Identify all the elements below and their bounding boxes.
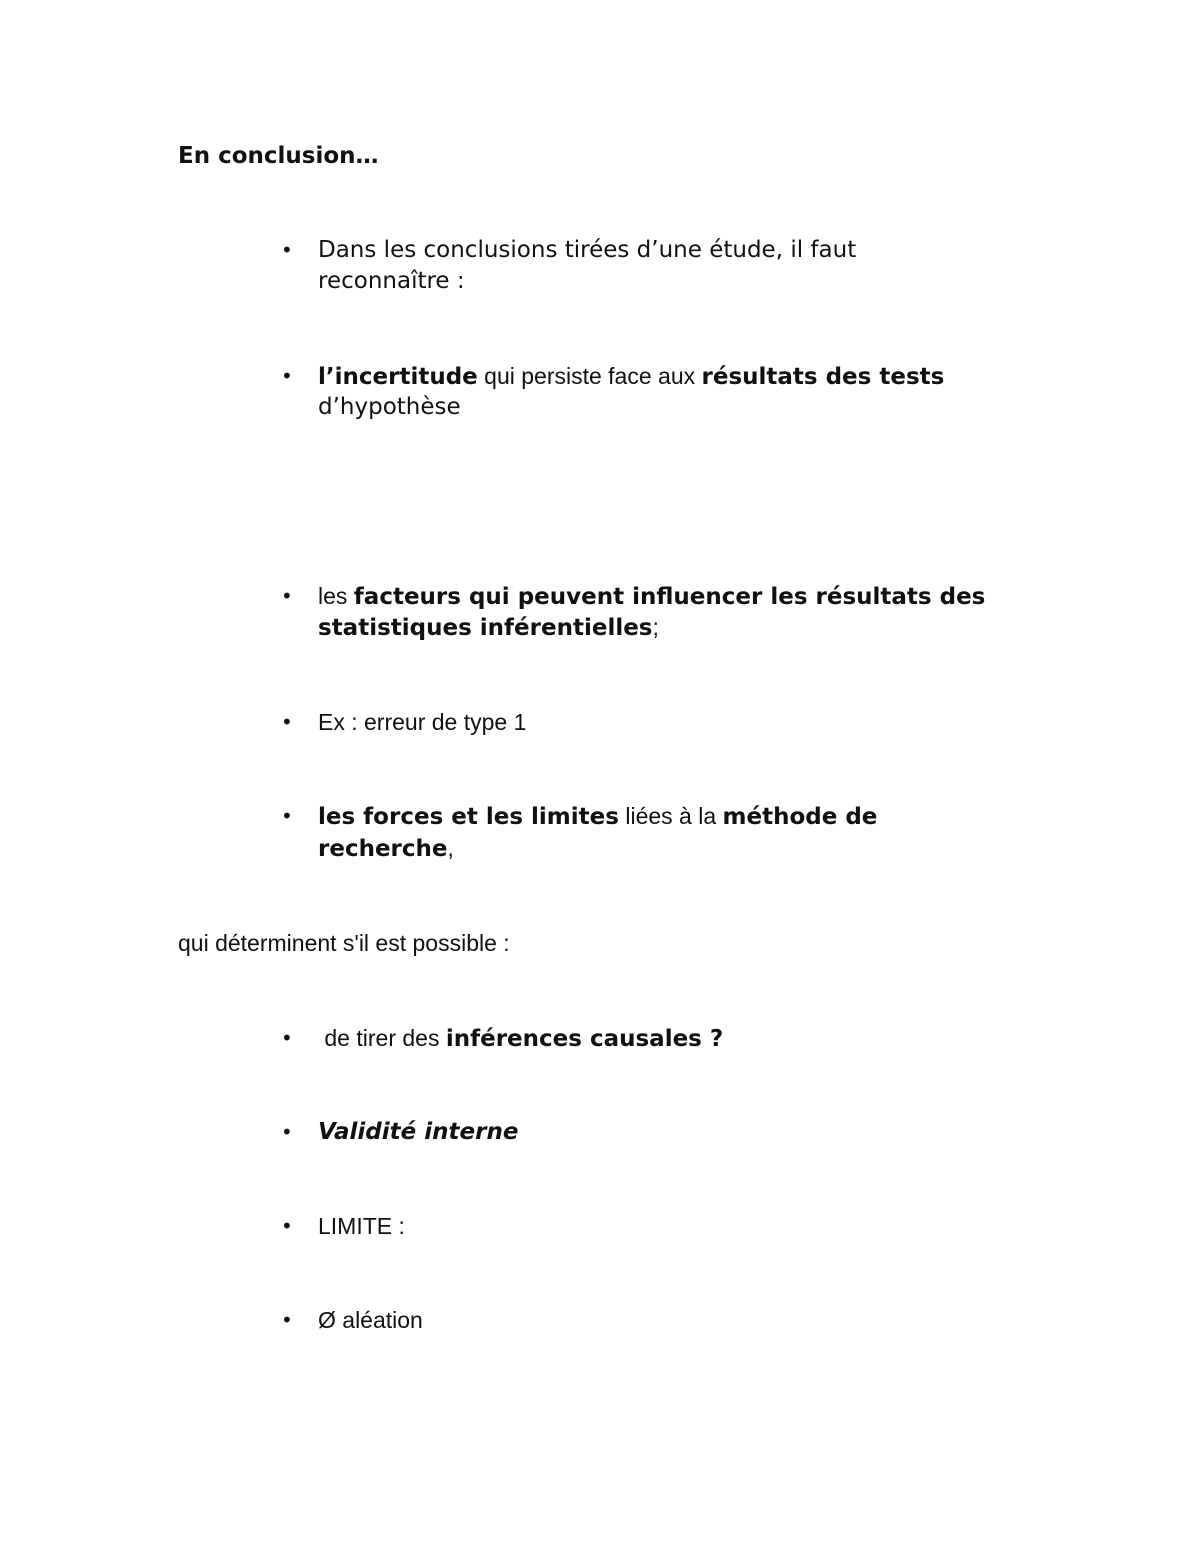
- bold-text: méthode de: [722, 804, 878, 830]
- plain-text: ;: [652, 614, 659, 640]
- bullet-icon: •: [281, 364, 293, 388]
- plain-text: liées à la: [618, 803, 723, 829]
- bullet-icon: •: [281, 1308, 293, 1332]
- item-text-line: [318, 361, 944, 393]
- plain-text: ,: [447, 835, 454, 861]
- item-text-line: [318, 1023, 723, 1055]
- transition-paragraph: qui déterminent s'il est possible :: [178, 930, 510, 956]
- bold-text: résultats des tests: [701, 364, 945, 390]
- bullet-icon: •: [281, 710, 293, 734]
- bullet-icon: •: [281, 584, 293, 608]
- bullet-icon: •: [281, 1214, 293, 1238]
- bullet-icon: •: [281, 238, 293, 262]
- plain-text: les: [318, 583, 354, 609]
- item-text-line: [318, 801, 877, 833]
- bullet-icon: •: [281, 1026, 293, 1050]
- section-heading: En conclusion…: [178, 143, 379, 169]
- item-text-line: LIMITE :: [318, 1213, 405, 1239]
- item-text-line: Ex : erreur de type 1: [318, 709, 527, 735]
- plain-text: qui persiste face aux: [477, 363, 702, 389]
- item-text-line: [318, 612, 659, 644]
- bold-text: facteurs qui peuvent influencer les résultats des: [353, 584, 986, 610]
- bullet-icon: •: [281, 1120, 293, 1144]
- item-text-line: Ø aléation: [318, 1307, 423, 1333]
- bold-text: l’incertitude: [318, 364, 478, 390]
- bold-text: les forces et les limites: [318, 804, 619, 830]
- item-text-line: d’hypothèse: [318, 394, 461, 420]
- item-text-line: reconnaître :: [318, 268, 465, 294]
- plain-text: de tirer des: [318, 1025, 446, 1051]
- bullet-icon: •: [281, 804, 293, 828]
- bold-text: statistiques inférentielles: [318, 615, 653, 641]
- bold-text: inférences causales ?: [445, 1026, 724, 1052]
- item-text-line: [318, 833, 454, 865]
- bold-text: recherche: [318, 836, 448, 862]
- item-text-line: [318, 581, 985, 613]
- item-text-line: Validité interne: [318, 1119, 519, 1145]
- item-text-line: Dans les conclusions tirées d’une étude, il faut: [318, 237, 857, 263]
